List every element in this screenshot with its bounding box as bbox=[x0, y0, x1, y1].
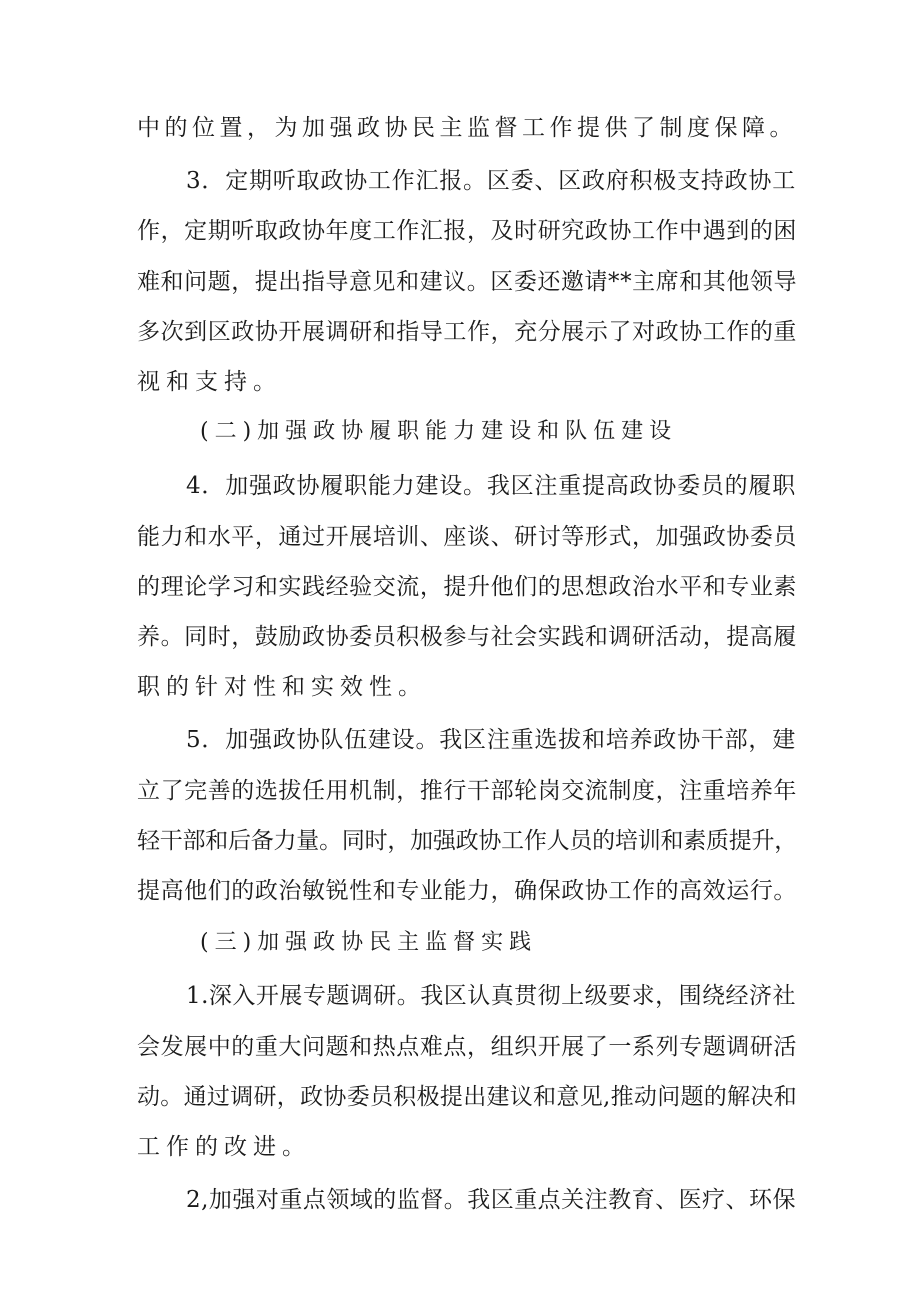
paragraph-line: 难和问题，提出指导意见和建议。区委还邀请**主席和其他领导 bbox=[137, 269, 797, 295]
paragraph-line: 视和支持。 bbox=[137, 369, 282, 395]
paragraph-line: 中的位置，为加强政协民主监督工作提供了制度保障。 bbox=[137, 115, 797, 141]
section-heading: (三)加强政协民主监督实践 bbox=[200, 930, 538, 955]
paragraph-line: 4．加强政协履职能力建设。我区注重提高政协委员的履职 bbox=[186, 473, 796, 499]
paragraph-line: 工作的改进。 bbox=[137, 1134, 311, 1160]
section-heading: (二)加强政协履职能力建设和队伍建设 bbox=[200, 419, 678, 444]
paragraph-line: 3．定期听取政协工作汇报。区委、区政府积极支持政协工 bbox=[186, 168, 796, 194]
paragraph-line: 作，定期听取政协年度工作汇报，及时研究政协工作中遇到的困 bbox=[137, 218, 797, 244]
paragraph-line: 轻干部和后备力量。同时，加强政协工作人员的培训和素质提升， bbox=[137, 828, 797, 854]
paragraph-line: 立了完善的选拔任用机制，推行干部轮岗交流制度，注重培养年 bbox=[137, 778, 797, 804]
paragraph-line: 能力和水平，通过开展培训、座谈、研讨等形式，加强政协委员 bbox=[137, 524, 797, 550]
paragraph-line: 多次到区政协开展调研和指导工作，充分展示了对政协工作的重 bbox=[137, 319, 797, 345]
paragraph-line: 会发展中的重大问题和热点难点，组织开展了一系列专题调研活 bbox=[137, 1034, 797, 1060]
paragraph-line: 5．加强政协队伍建设。我区注重选拔和培养政协干部，建 bbox=[186, 727, 796, 753]
paragraph-line: 提高他们的政治敏锐性和专业能力，确保政协工作的高效运行。 bbox=[137, 878, 797, 904]
paragraph-line: 职的针对性和实效性。 bbox=[137, 674, 427, 700]
paragraph-line: 2,加强对重点领域的监督。我区重点关注教育、医疗、环保 bbox=[186, 1187, 796, 1213]
paragraph-line: 的理论学习和实践经验交流，提升他们的思想政治水平和专业素 bbox=[137, 574, 797, 600]
paragraph-line: 养。同时，鼓励政协委员积极参与社会实践和调研活动，提高履 bbox=[137, 624, 797, 650]
paragraph-line: 1.深入开展专题调研。我区认真贯彻上级要求，围绕经济社 bbox=[186, 983, 796, 1009]
paragraph-line: 动。通过调研，政协委员积极提出建议和意见,推动问题的解决和 bbox=[137, 1084, 797, 1110]
